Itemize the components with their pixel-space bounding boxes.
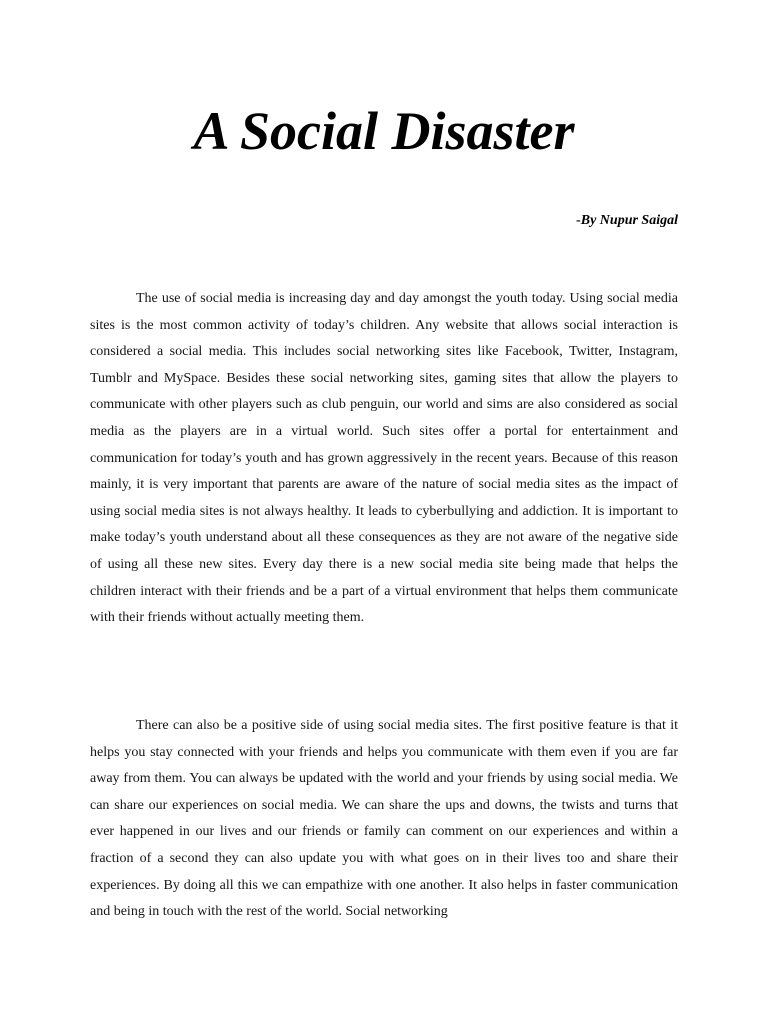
author-byline: -By Nupur Saigal <box>576 213 678 228</box>
body-paragraph-1: The use of social media is increasing day and day amongst the youth today. Using social media sites is the most common activity of today’s children. Any website that allows social interaction is considered a social media. This includes social networking sites like Facebook, Twitter, Instagram, Tumblr and MySpace. Besides these social networking sites, gaming sites that allow the players to communicate with other players such as club penguin, our world and sims are also considered as social media as the players are in a virtual world. Such sites offer a portal for entertainment and communication for today’s youth and has grown aggressively in the recent years. Because of this reason mainly, it is very important that parents are aware of the nature of social media sites as the impact of using social media sites is not always healthy. It leads to cyberbullying and addiction. It is important to make today’s youth understand about all these consequences as they are not aware of the negative side of using all these new sites. Every day there is a new social media site being made that helps the children interact with their friends and be a part of a virtual environment that helps them communicate with their friends without actually meeting them. <box>90 291 678 626</box>
body-paragraph-2: There can also be a positive side of using social media sites. The first positive feature is that it helps you stay connected with your friends and helps you communicate with them even if you are far away from them. You can always be updated with the world and your friends by using social media. We can share our experiences on social media. We can share the ups and downs, the twists and turns that ever happened in our lives and our friends or family can comment on our experiences and within a fraction of a second they can also update you with what goes on in their lives too and share their experiences. By doing all this we can empathize with one another. It also helps in faster communication and being in touch with the rest of the world. Social networking <box>90 718 678 920</box>
document-title: A Social Disaster <box>193 101 575 161</box>
